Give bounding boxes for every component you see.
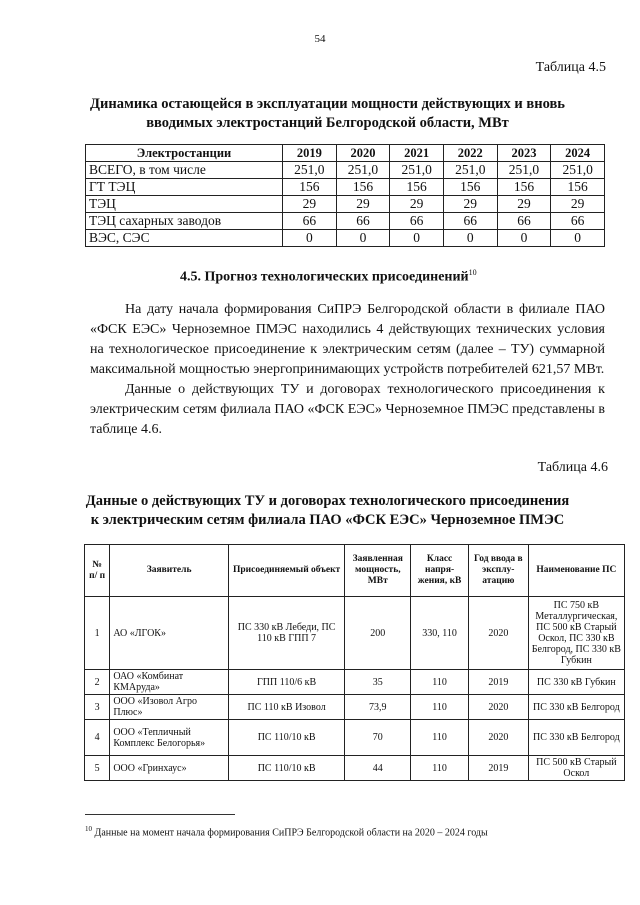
value-cell: 251,0 [551, 162, 605, 179]
object-cell: ПС 110 кВ Изовол [228, 695, 345, 720]
value-cell: 29 [497, 196, 551, 213]
value-cell: 0 [283, 230, 337, 247]
table-4-6-header-cell: Наименование ПС [528, 545, 624, 597]
station-name-cell: ВЭС, СЭС [86, 230, 283, 247]
table-4-5-header-cell: 2024 [551, 145, 605, 162]
paragraph: Данные о действующих ТУ и договорах технологического присоединения к электрическим сетям филиала ПАО «ФСК ЕЭС» Черноземное ПМЭС представлены в таблице 4.6. [90, 382, 605, 437]
value-cell: 29 [390, 196, 444, 213]
station-name-cell: ГТ ТЭЦ [86, 179, 283, 196]
value-cell: 251,0 [497, 162, 551, 179]
table-4-5-title-line1: Динамика остающейся в эксплуатации мощности действующих и вновь [90, 96, 565, 112]
year-cell: 2020 [468, 695, 528, 720]
power-cell: 200 [345, 597, 411, 670]
table-4-5-header-cell: 2023 [497, 145, 551, 162]
table-4-5-header-cell: 2022 [443, 145, 497, 162]
object-cell: ГПП 110/6 кВ [228, 670, 345, 695]
section-heading [180, 268, 477, 286]
row-number-cell: 1 [85, 597, 110, 670]
table-4-6-header-cell: Заявленная мощность, МВт [345, 545, 411, 597]
year-cell: 2020 [468, 597, 528, 670]
voltage-cell: 110 [411, 756, 469, 781]
table-row [86, 162, 605, 179]
value-cell: 251,0 [336, 162, 390, 179]
value-cell: 66 [443, 213, 497, 230]
value-cell: 0 [336, 230, 390, 247]
table-4-5-header-cell: 2020 [336, 145, 390, 162]
table-4-6-title [60, 492, 595, 530]
table-4-5-header-row [86, 145, 605, 162]
table-4-5-header-cell: 2021 [390, 145, 444, 162]
voltage-cell: 110 [411, 695, 469, 720]
station-name-cell: ТЭЦ сахарных заводов [86, 213, 283, 230]
value-cell: 156 [551, 179, 605, 196]
substation-cell: ПС 750 кВ Металлургическая, ПС 500 кВ Старый Оскол, ПС 330 кВ Белгород, ПС 330 кВ Губкин [528, 597, 624, 670]
table-4-6-title-line2: к электрическим сетям филиала ПАО «ФСК ЕЭС» Черноземное ПМЭС [90, 512, 565, 528]
applicant-cell: ОАО «Комбинат КМАруда» [110, 670, 229, 695]
value-cell: 0 [551, 230, 605, 247]
table-4-6-header-cell: Класс напря-жения, кВ [411, 545, 469, 597]
power-cell: 35 [345, 670, 411, 695]
table-4-6-caption: Таблица 4.6 [537, 460, 608, 475]
row-number-cell: 3 [85, 695, 110, 720]
footnote [85, 825, 488, 838]
value-cell: 251,0 [443, 162, 497, 179]
year-cell: 2019 [468, 670, 528, 695]
value-cell: 0 [497, 230, 551, 247]
voltage-cell: 110 [411, 720, 469, 756]
substation-cell: ПС 330 кВ Белгород [528, 720, 624, 756]
table-row [85, 670, 625, 695]
table-4-5-caption: Таблица 4.5 [535, 60, 606, 75]
table-4-6-title-line1: Данные о действующих ТУ и договорах технологического присоединения [85, 493, 570, 509]
footnote-divider [85, 814, 235, 815]
value-cell: 156 [336, 179, 390, 196]
table-4-5-header-cell: 2019 [283, 145, 337, 162]
station-name-cell: ТЭЦ [86, 196, 283, 213]
table-row [86, 179, 605, 196]
table-4-5-header-cell: Электростанции [86, 145, 283, 162]
value-cell: 66 [390, 213, 444, 230]
table-4-6-header-cell: Год ввода в эксплу-атацию [468, 545, 528, 597]
row-number-cell: 5 [85, 756, 110, 781]
value-cell: 29 [336, 196, 390, 213]
table-row [85, 597, 625, 670]
row-number-cell: 2 [85, 670, 110, 695]
table-4-5-title [60, 95, 595, 133]
substation-cell: ПС 330 кВ Губкин [528, 670, 624, 695]
applicant-cell: ООО «Изовол Агро Плюс» [110, 695, 229, 720]
row-number-cell: 4 [85, 720, 110, 756]
value-cell: 156 [283, 179, 337, 196]
page-number: 54 [314, 33, 326, 45]
value-cell: 156 [390, 179, 444, 196]
table-4-6-header-cell: Присоединяемый объект [228, 545, 345, 597]
table-row [85, 720, 625, 756]
table-4-6-header-cell: Заявитель [110, 545, 229, 597]
table-4-6-header-row [85, 545, 625, 597]
value-cell: 66 [336, 213, 390, 230]
value-cell: 0 [443, 230, 497, 247]
station-name-cell: ВСЕГО, в том числе [86, 162, 283, 179]
substation-cell: ПС 330 кВ Белгород [528, 695, 624, 720]
table-row [86, 196, 605, 213]
table-row [86, 230, 605, 247]
table-4-6 [84, 544, 625, 781]
footnote-reference: 10 [468, 268, 477, 277]
voltage-cell: 110 [411, 670, 469, 695]
body-text [90, 300, 605, 440]
value-cell: 0 [390, 230, 444, 247]
value-cell: 156 [443, 179, 497, 196]
table-row [85, 756, 625, 781]
value-cell: 251,0 [283, 162, 337, 179]
substation-cell: ПС 500 кВ Старый Оскол [528, 756, 624, 781]
power-cell: 73,9 [345, 695, 411, 720]
applicant-cell: АО «ЛГОК» [110, 597, 229, 670]
footnote-mark: 10 [85, 825, 92, 833]
value-cell: 251,0 [390, 162, 444, 179]
table-4-6-header-cell: № п/ п [85, 545, 110, 597]
value-cell: 66 [551, 213, 605, 230]
table-row [86, 213, 605, 230]
year-cell: 2019 [468, 756, 528, 781]
value-cell: 29 [283, 196, 337, 213]
year-cell: 2020 [468, 720, 528, 756]
footnote-text: Данные на момент начала формирования СиПРЭ Белгородской области на 2020 – 2024 годы [92, 827, 488, 839]
value-cell: 29 [551, 196, 605, 213]
value-cell: 66 [497, 213, 551, 230]
power-cell: 44 [345, 756, 411, 781]
table-4-5-title-line2: вводимых электростанций Белгородской области, МВт [146, 115, 509, 131]
applicant-cell: ООО «Тепличный Комплекс Белогорья» [110, 720, 229, 756]
voltage-cell: 330, 110 [411, 597, 469, 670]
table-4-5 [85, 144, 605, 247]
object-cell: ПС 110/10 кВ [228, 756, 345, 781]
value-cell: 156 [497, 179, 551, 196]
section-heading-text: 4.5. Прогноз технологических присоединений [180, 269, 469, 285]
object-cell: ПС 110/10 кВ [228, 720, 345, 756]
value-cell: 29 [443, 196, 497, 213]
object-cell: ПС 330 кВ Лебеди, ПС 110 кВ ГПП 7 [228, 597, 345, 670]
power-cell: 70 [345, 720, 411, 756]
value-cell: 66 [283, 213, 337, 230]
applicant-cell: ООО «Гринхаус» [110, 756, 229, 781]
paragraph: На дату начала формирования СиПРЭ Белгородской области в филиале ПАО «ФСК ЕЭС» Черноземное ПМЭС находились 4 действующих технических условия на технологическое присоединение к электрическим сетям (далее – ТУ) суммарной максимальной мощностью энергопринимающих устройств потребителей 621,57 МВт. [90, 302, 605, 377]
table-row [85, 695, 625, 720]
